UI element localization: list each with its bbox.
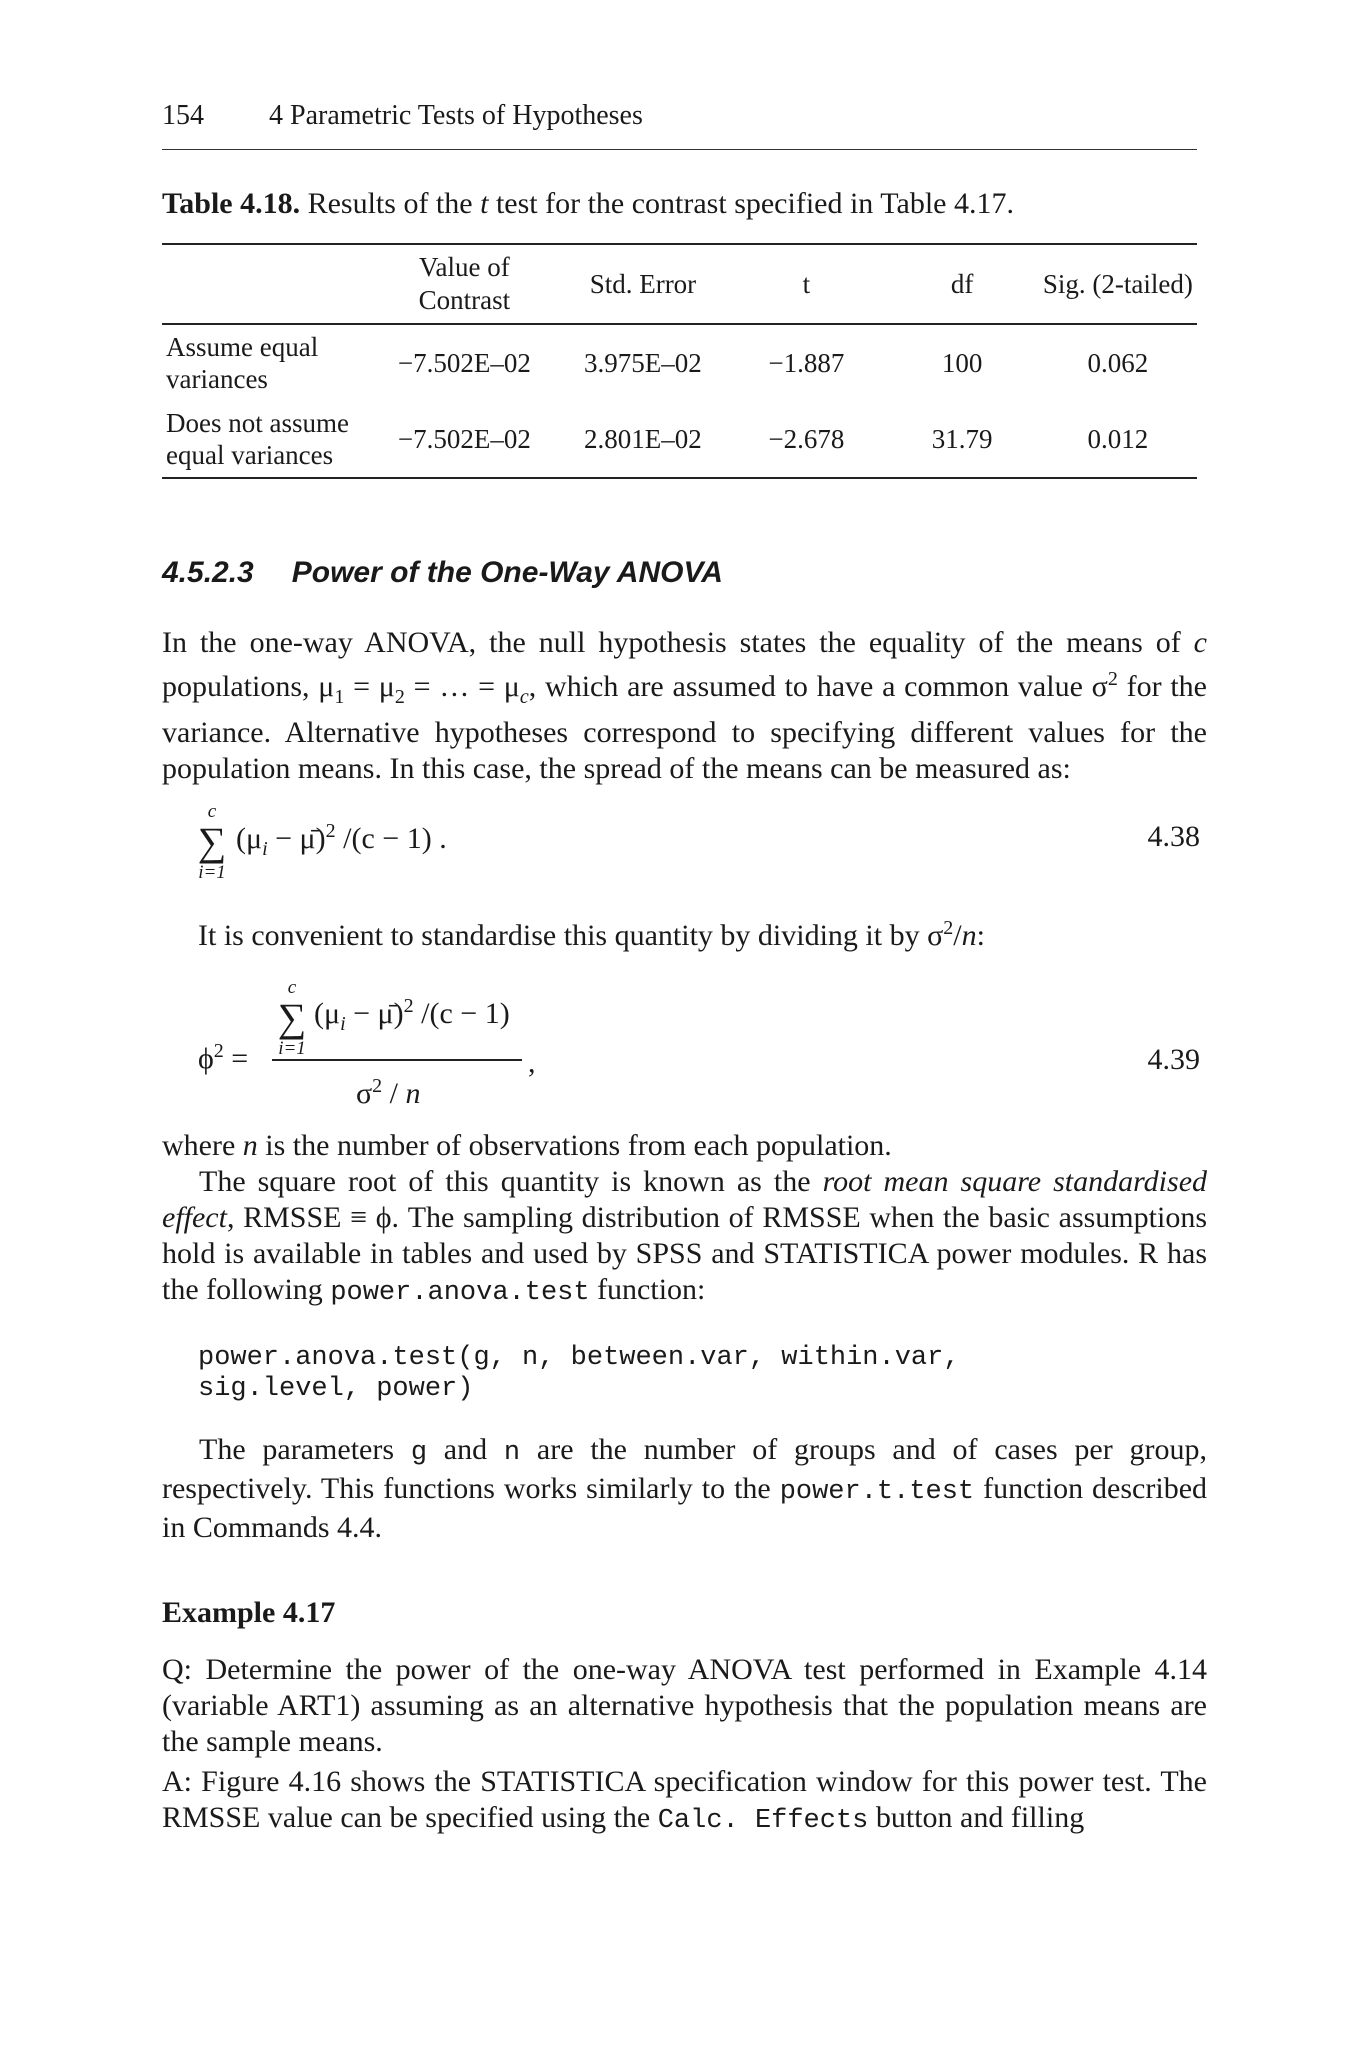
paragraph-standardise: It is convenient to standardise this quantity by dividing it by $\sigma^2/n$:	[198, 917, 985, 952]
eq439-sum: c ∑ i=1	[277, 977, 307, 1059]
section-number: 4.5.2.3	[162, 556, 254, 589]
cell-sig: 0.062	[1087, 348, 1149, 378]
eq-number-439: 4.39	[1147, 1043, 1200, 1076]
row-label: Assume equal variances	[166, 332, 319, 394]
table-label: Table 4.18.	[162, 187, 301, 220]
eq439-numerator: ($\mu_i$ − μ̄)$^2$ /(c − 1)	[314, 995, 510, 1035]
col-header-blank	[162, 244, 370, 324]
cell-df: 31.79	[931, 424, 993, 454]
example-heading: Example 4.17	[162, 1596, 336, 1629]
caption-text: Results of the	[300, 187, 481, 220]
cell-sig: 0.012	[1087, 424, 1149, 454]
cell-df: 100	[941, 348, 983, 378]
example-question: Q: Determine the power of the one-way ANOVA test performed in Example 4.14 (variable ART1) assuming as an alternative hypothesis that the population means are the sample means.	[162, 1653, 1207, 1758]
col-header-value: Value of Contrast	[370, 244, 559, 324]
section-heading	[162, 556, 723, 590]
caption-text-end: test for the contrast specified in Table 4.17.	[488, 187, 1014, 220]
table-header-row	[162, 244, 1197, 324]
code-line: sig.level, power)	[198, 1374, 474, 1404]
fraction-bar	[272, 1059, 522, 1061]
cell-t: −1.887	[768, 348, 845, 378]
paragraph-parameters: The parameters g and n are the number of groups and of cases per group, respectively. This functions works similarly to the power.t.test function described in Commands 4.4.	[162, 1433, 1208, 1544]
caption-var: t	[480, 187, 489, 220]
page-number: 154	[162, 100, 204, 131]
paragraph-rmsse: where n is the number of observations from each population. The square root of this quantity is known as the root mean square standardised effect, RMSSE ≡ ϕ. The sampling distribution of RMSSE when the basic assumptions hold is available in tables and used by SPSS and STATISTICA power modules. R has the following power.anova.test function:	[162, 1129, 1208, 1308]
inline-code-calc-effects: Calc. Effects	[657, 1806, 869, 1836]
inline-code-power-anova: power.anova.test	[330, 1278, 590, 1308]
example-answer: A: Figure 4.16 shows the STATISTICA specification window for this power test. The RMSSE value can be specified using the Calc. Effects button and filling	[162, 1765, 1207, 1836]
eq439-comma: ,	[528, 1046, 536, 1079]
section-title: Power of the One-Way ANOVA	[291, 556, 723, 589]
table-caption	[162, 187, 1014, 221]
col-header-se: Std. Error	[559, 244, 727, 324]
header-rule	[162, 149, 1197, 150]
cell-value: −7.502E–02	[397, 424, 531, 454]
cell-se: 3.975E–02	[584, 348, 702, 378]
code-line: power.anova.test(g, n, between.var, within.var,	[198, 1343, 960, 1373]
inline-code-power-t: power.t.test	[779, 1477, 975, 1507]
cell-value: −7.502E–02	[397, 348, 531, 378]
cell-t: −2.678	[768, 424, 845, 454]
eq-number-438: 4.38	[1147, 820, 1200, 853]
paragraph-intro: In the one-way ANOVA, the null hypothesis states the equality of the means of c populations, $\mu_1 = \mu_2$ = … = $\mu_c$, which are assumed to have a common value $\sigma^2$ for the variance. Alternative hypotheses correspond to specifying different values for the population means. In this case, the spread of the means can be measured as:	[162, 626, 1207, 785]
results-table	[162, 243, 1197, 479]
cell-se: 2.801E–02	[584, 424, 702, 454]
running-header	[162, 100, 643, 132]
row-label: Does not assume equal variances	[166, 408, 349, 470]
table-row	[162, 324, 1197, 401]
col-header-df: df	[886, 244, 1039, 324]
running-title: 4 Parametric Tests of Hypotheses	[269, 100, 643, 131]
eq439-lhs: $\phi^2$ =	[198, 1040, 249, 1075]
table-row	[162, 401, 1197, 478]
eq439-denominator: $\sigma^2$ / n	[356, 1075, 421, 1110]
code-block	[198, 1343, 960, 1405]
eq438-body: ($\mu_i$ − μ̄)$^2$ /(c − 1) .	[236, 820, 447, 860]
col-header-t: t	[727, 244, 885, 324]
eq438-sum: c ∑ i=1	[197, 801, 227, 883]
col-header-sig: Sig. (2-tailed)	[1039, 244, 1197, 324]
